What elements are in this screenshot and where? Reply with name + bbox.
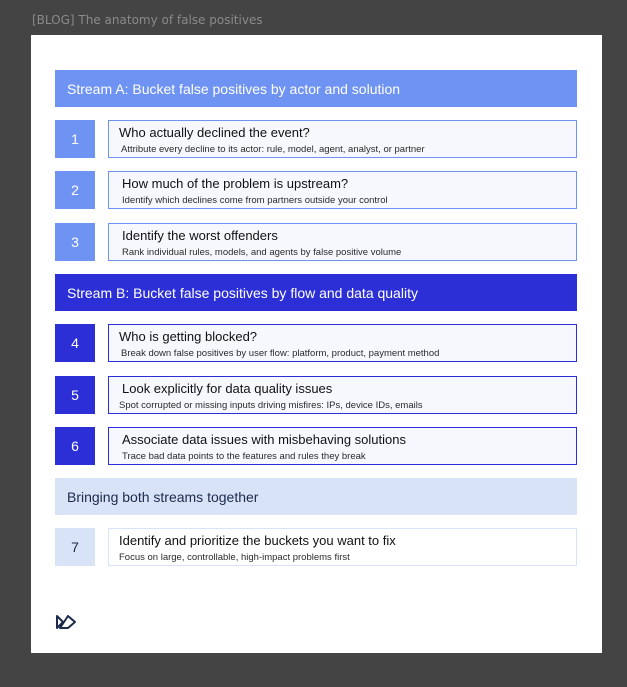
step-7-subtitle: Focus on large, controllable, high-impact problems first [119,552,350,563]
step-3-number: 3 [55,223,95,261]
step-6-number: 6 [55,427,95,465]
step-5-title: Look explicitly for data quality issues [122,381,333,396]
step-6-box [108,427,577,465]
step-7-box [108,528,577,566]
step-7-title: Identify and prioritize the buckets you want to fix [119,533,396,548]
step-2-number: 2 [55,171,95,209]
diagram-card [31,35,602,653]
step-1-box [108,120,577,158]
step-1-subtitle: Attribute every decline to its actor: rule, model, agent, analyst, or partner [121,144,425,155]
step-6-title: Associate data issues with misbehaving solutions [122,432,406,447]
step-5-subtitle: Spot corrupted or missing inputs driving misfires: IPs, device IDs, emails [119,400,423,411]
step-4-title: Who is getting blocked? [119,329,258,344]
step-3-subtitle: Rank individual rules, models, and agents by false positive volume [122,247,402,258]
step-5-number: 5 [55,376,95,414]
page-title: [BLOG] The anatomy of false positives [32,13,263,27]
step-1-number: 1 [55,120,95,158]
step-4-box [108,324,577,362]
stream-b-header: Stream B: Bucket false positives by flow and data quality [55,274,577,311]
stream-a-header: Stream A: Bucket false positives by actor and solution [55,70,577,107]
together-header: Bringing both streams together [55,478,577,515]
step-6-subtitle: Trace bad data points to the features and rules they break [122,451,366,462]
step-4-number: 4 [55,324,95,362]
step-1-title: Who actually declined the event? [119,125,310,140]
step-2-subtitle: Identify which declines come from partners outside your control [122,195,388,206]
step-2-box [108,171,577,209]
step-5-box [108,376,577,414]
brand-logo-icon [55,613,77,631]
step-7-number: 7 [55,528,95,566]
step-4-subtitle: Break down false positives by user flow: platform, product, payment method [121,348,440,359]
step-3-title: Identify the worst offenders [122,228,278,243]
step-2-title: How much of the problem is upstream? [122,176,349,191]
step-3-box [108,223,577,261]
